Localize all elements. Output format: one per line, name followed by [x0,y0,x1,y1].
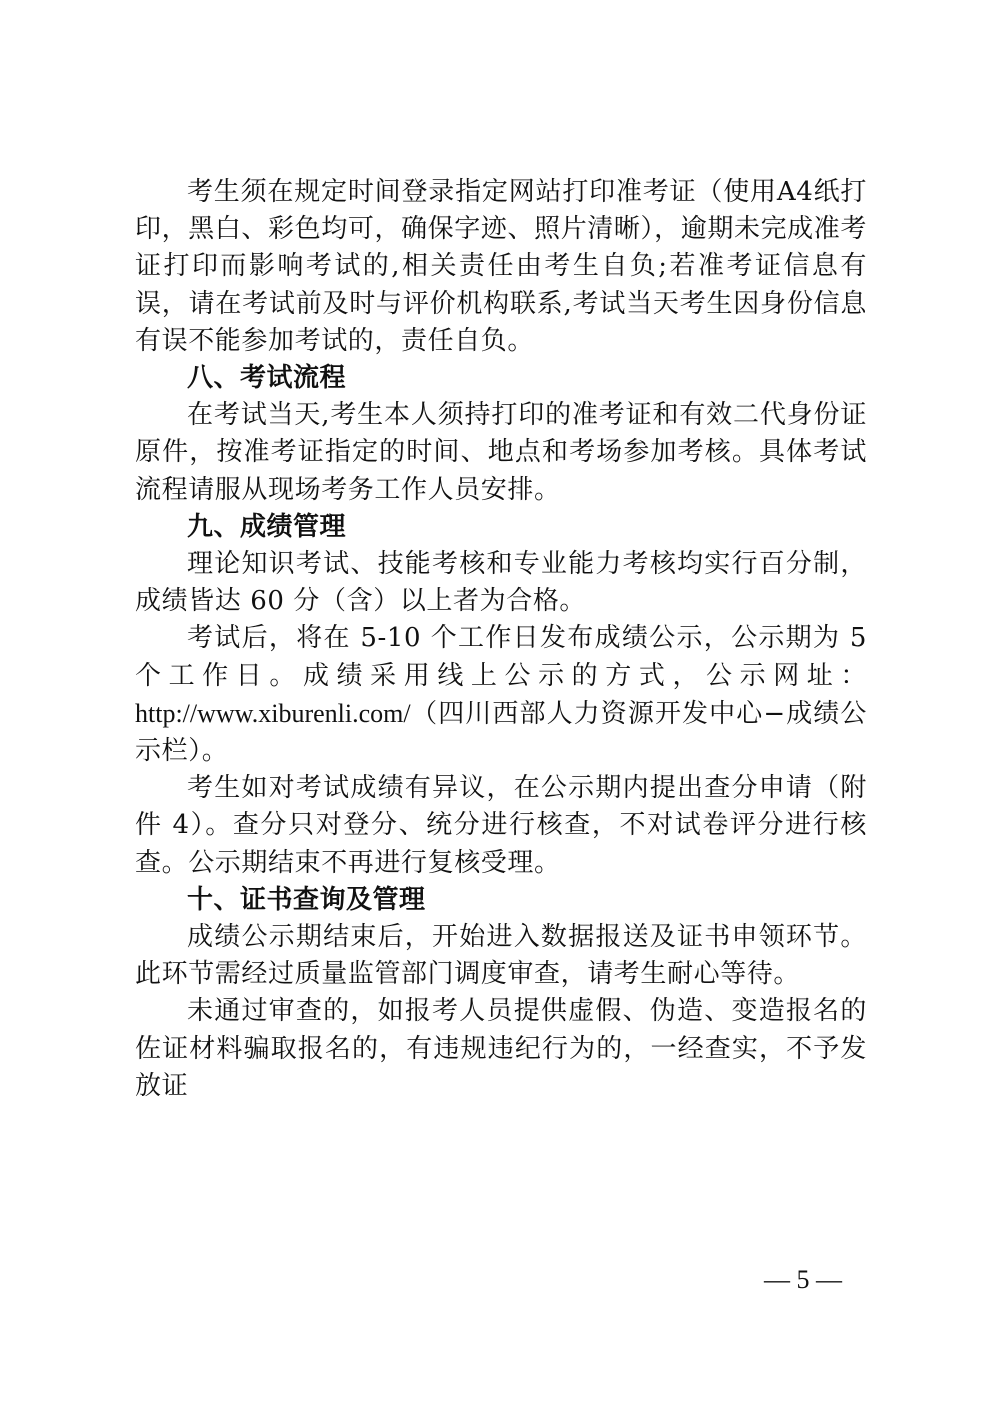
paragraph-print-admission-ticket: 考生须在规定时间登录指定网站打印准考证（使用A4纸打印，黑白、彩色均可，确保字迹、照片清晰），逾期未完成准考证打印而影响考试的,相关责任由考生自负;若准考证信息有误，请在考试前及时与评价机构联系,考试当天考生因身份信息有误不能参加考试的，责任自负。 [135,177,867,356]
score-publication-text: 考试后，将在 5-10 个工作日发布成绩公示，公示期为 5 个工作日。成绩采用线上公示的方式，公示网址： [135,623,867,691]
document-body [135,174,867,1105]
paragraph-score-appeal: 考生如对考试成绩有异议，在公示期内提出查分申请（附件 4）。查分只对登分、统分进行核查，不对试卷评分进行核查。公示期结束不再进行复核受理。 [135,773,867,878]
publication-url: http://www.xiburenli.com/ [135,698,411,728]
paragraph-exam-process: 在考试当天,考生本人须持打印的准考证和有效二代身份证原件，按准考证指定的时间、地点和考场参加考核。具体考试流程请服从现场考务工作人员安排。 [135,400,867,505]
section-heading-score-management: 九、成绩管理 [187,511,347,542]
score-publication-source: （四川西部人力资源开发中心−成绩公示栏）。 [135,698,867,767]
page-number: — 5 — [764,1265,842,1294]
section-heading-exam-process: 八、考试流程 [187,363,347,394]
paragraph-certificate-process: 成绩公示期结束后，开始进入数据报送及证书申领环节。此环节需经过质量监管部门调度审查，请考生耐心等待。 [135,922,867,990]
section-heading-certificate: 十、证书查询及管理 [187,884,426,915]
paragraph-scoring-rule: 理论知识考试、技能考核和专业能力考核均实行百分制，成绩皆达 60 分（含）以上者为合格。 [135,549,867,617]
paragraph-review-failure: 未通过审查的，如报考人员提供虚假、伪造、变造报名的佐证材料骗取报名的，有违规违纪行为的，一经查实，不予发放证 [135,996,867,1101]
paragraph-score-publication [135,620,867,770]
